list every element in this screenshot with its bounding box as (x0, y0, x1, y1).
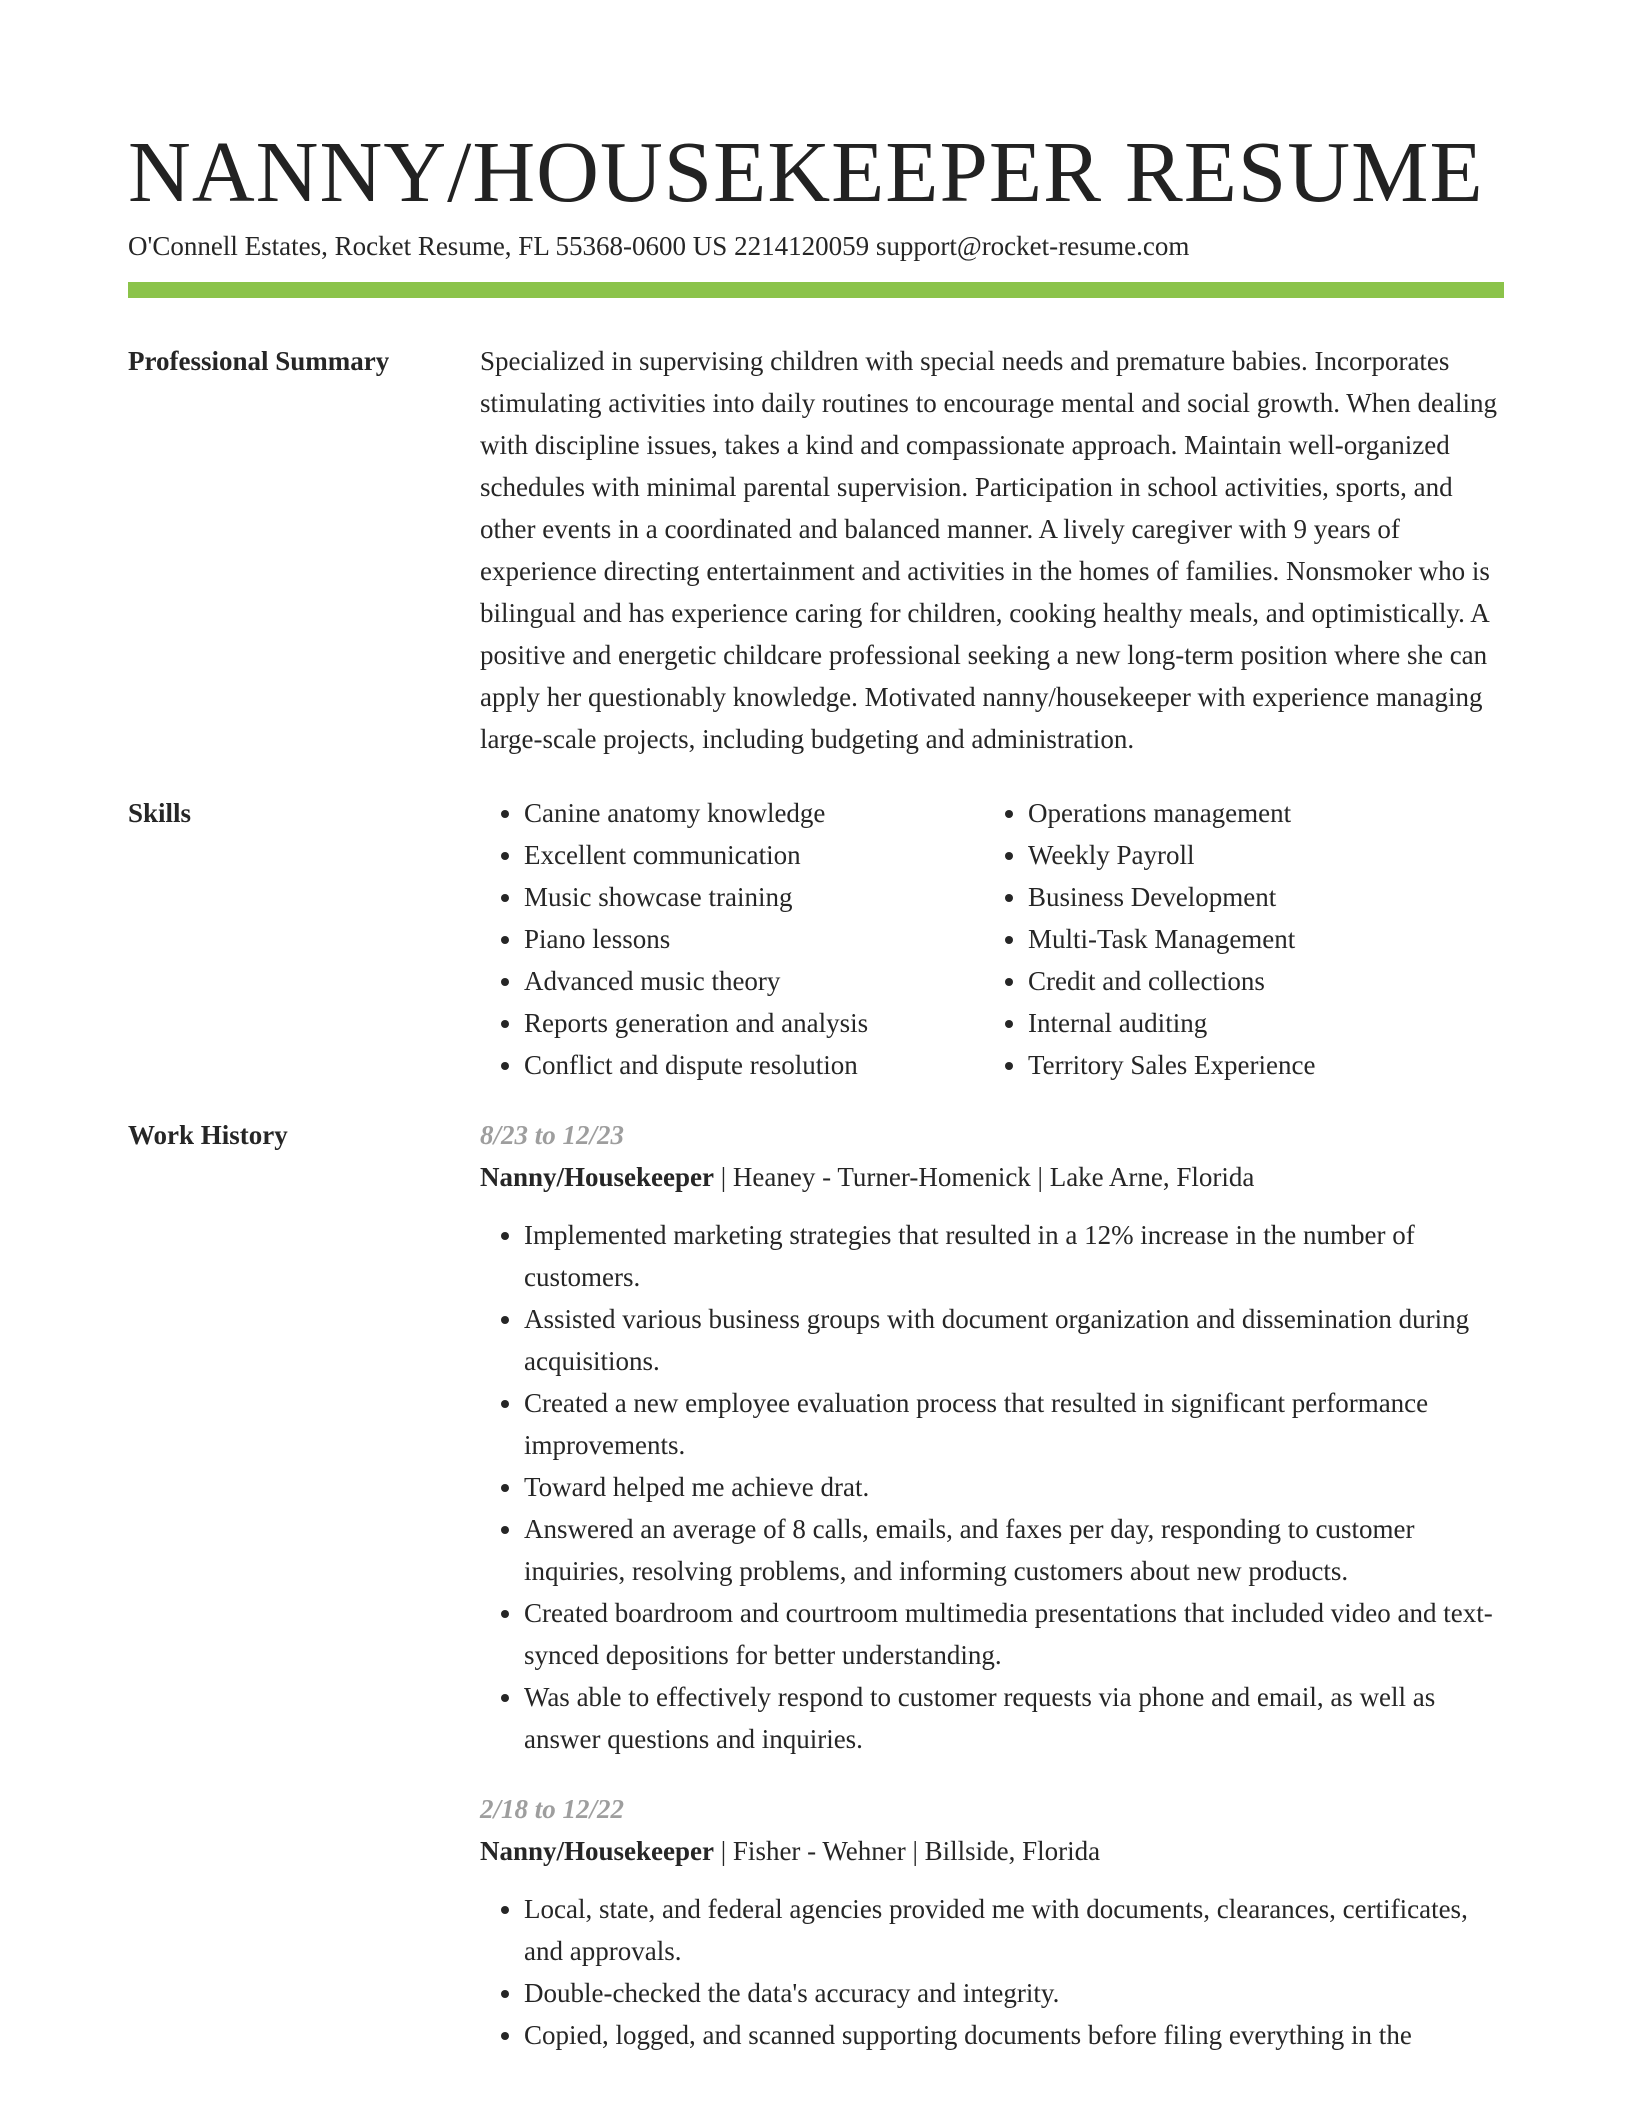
job-bullet: • Double-checked the data's accuracy and integrity. (524, 1972, 1504, 2014)
job-heading (480, 1830, 1504, 1872)
skill-item: • Business Development (1028, 876, 1488, 918)
skill-item: • Operations management (1028, 792, 1488, 834)
contact-phone: 2214120059 (734, 231, 870, 261)
job-dates: 8/23 to 12/23 (480, 1120, 625, 1150)
skill-item: • Multi-Task Management (1028, 918, 1488, 960)
job-entry (480, 1114, 1504, 1760)
section-label-skills: Skills (128, 798, 192, 828)
skill-item: • Internal auditing (1028, 1002, 1488, 1044)
professional-summary-section (128, 340, 1504, 760)
section-label-work-history: Work History (128, 1120, 288, 1150)
contact-address: O'Connell Estates, Rocket Resume, FL 55368-0600 US (128, 231, 728, 261)
job-dates: 2/18 to 12/22 (480, 1794, 625, 1824)
skill-item: • Excellent communication (524, 834, 984, 876)
job-bullet: • Local, state, and federal agencies provided me with documents, clearances, certificates, and approvals. (524, 1888, 1504, 1972)
job-bullet: • Assisted various business groups with document organization and dissemination during acquisitions. (524, 1298, 1504, 1382)
resume-title: NANNY/HOUSEKEEPER RESUME (128, 123, 1484, 220)
skill-item: • Canine anatomy knowledge (524, 792, 984, 834)
summary-text: Specialized in supervising children with special needs and premature babies. Incorporates stimulating activities into daily routines to encourage mental and social growth. When dealing with discipline issues, takes a kind and compassionate approach. Maintain well-organized schedules with minimal parental supervision. Participation in school activities, sports, and other events in a coordinated and balanced manner. A lively caregiver with 9 years of experience directing entertainment and activities in the homes of families. Nonsmoker who is bilingual and has experience caring for children, cooking healthy meals, and optimistically. A positive and energetic childcare professional seeking a new long-term position where she can apply her questionably knowledge. Motivated nanny/housekeeper with experience managing large-scale projects, including budgeting and administration. (480, 346, 1497, 754)
work-history-section (128, 1114, 1504, 2084)
job-employer-location: | Heaney - Turner-Homenick | Lake Arne, Florida (714, 1162, 1255, 1192)
job-title: Nanny/Housekeeper (480, 1162, 715, 1192)
job-bullet: • Toward helped me achieve drat. (524, 1466, 1504, 1508)
skill-item: • Conflict and dispute resolution (524, 1044, 984, 1086)
skill-item: • Territory Sales Experience (1028, 1044, 1488, 1086)
job-title: Nanny/Housekeeper (480, 1836, 715, 1866)
section-label-summary: Professional Summary (128, 346, 390, 376)
skills-list-left (480, 792, 984, 1086)
skills-list-right (984, 792, 1488, 1086)
job-bullet: • Copied, logged, and scanned supporting documents before filing everything in the (524, 2014, 1504, 2056)
resume-page (128, 0, 1504, 2084)
skill-item: • Weekly Payroll (1028, 834, 1488, 876)
job-bullet: • Was able to effectively respond to customer requests via phone and email, as well as answer questions and inquiries. (524, 1676, 1504, 1760)
job-bullet: • Created a new employee evaluation process that resulted in significant performance improvements. (524, 1382, 1504, 1466)
job-bullet: • Answered an average of 8 calls, emails, and faxes per day, responding to customer inquiries, resolving problems, and informing customers about new products. (524, 1508, 1504, 1592)
contact-line (128, 228, 1504, 264)
skill-item: • Reports generation and analysis (524, 1002, 984, 1044)
skill-item: • Piano lessons (524, 918, 984, 960)
contact-email: support@rocket-resume.com (875, 231, 1190, 261)
job-employer-location: | Fisher - Wehner | Billside, Florida (714, 1836, 1101, 1866)
job-bullet: • Implemented marketing strategies that resulted in a 12% increase in the number of customers. (524, 1214, 1504, 1298)
job-bullet-list (480, 1214, 1504, 1760)
job-heading (480, 1156, 1504, 1198)
job-entry (480, 1788, 1504, 2056)
skill-item: • Advanced music theory (524, 960, 984, 1002)
job-bullet: • Created boardroom and courtroom multimedia presentations that included video and text-synced depositions for better understanding. (524, 1592, 1504, 1676)
skill-item: • Music showcase training (524, 876, 984, 918)
job-bullet-list (480, 1888, 1504, 2056)
skill-item: • Credit and collections (1028, 960, 1488, 1002)
skills-section (128, 792, 1504, 1086)
header-divider (128, 282, 1504, 298)
